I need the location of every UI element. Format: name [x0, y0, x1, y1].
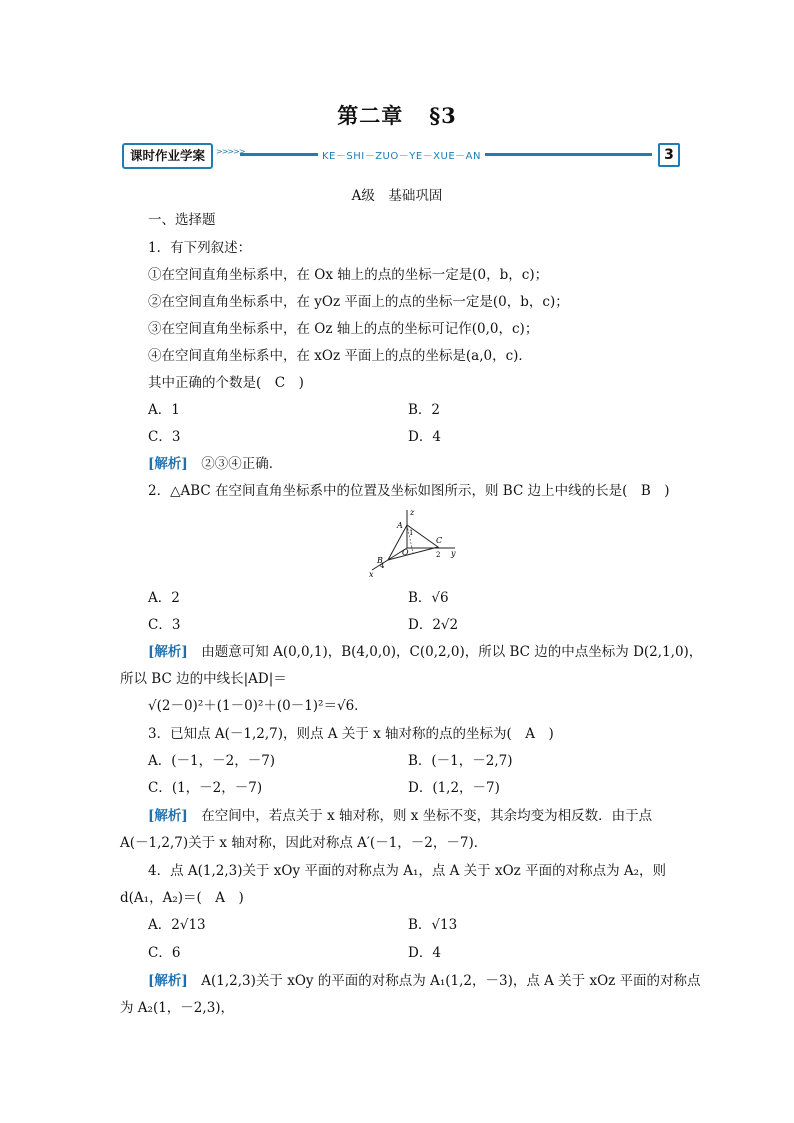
q4-option-d: D．4 — [408, 945, 441, 961]
banner-label: 课时作业学案 — [122, 143, 213, 169]
tick-2: 2 — [436, 551, 441, 559]
q1-option-b: B．2 — [408, 402, 441, 418]
q3-option-b: B．(－1，－2,7) — [408, 753, 513, 769]
chapter-title: 第二章 — [337, 103, 404, 128]
q3-analysis-text-1: 在空间中，若点关于 x 轴对称，则 x 坐标不变，其余均变为相反数．由于点 — [201, 808, 653, 824]
label-o: O — [402, 548, 409, 557]
label-x: x — [369, 570, 374, 578]
q1-analysis-tag: [解析] — [148, 456, 188, 472]
q4-stem-2: d(A₁，A₂)＝( A ) — [120, 890, 244, 906]
q2-analysis-text-1: 由题意可知 A(0,0,1)，B(4,0,0)，C(0,2,0)，所以 BC 边的中点坐标为 D(2,1,0)， — [201, 644, 703, 660]
q2-analysis-line-2: 所以 BC 边的中线长|AD|＝ — [120, 671, 287, 687]
q2-option-d: D．2√2 — [408, 617, 459, 633]
q3-analysis-tag: [解析] — [148, 808, 188, 824]
q2-option-a: A．2 — [148, 590, 180, 606]
q1-statement-3: ③在空间直角坐标系中，在 Oz 轴上的点的坐标可记作(0,0，c)； — [148, 321, 539, 337]
section-title: §3 — [429, 103, 457, 128]
q1-statement-4: ④在空间直角坐标系中，在 xOz 平面上的点的坐标是(a,0，c)． — [148, 348, 532, 364]
q2-option-b: B．√6 — [408, 590, 449, 606]
page-title — [0, 100, 794, 130]
q2-analysis-formula: √(2－0)²＋(1－0)²＋(0－1)²＝√6． — [148, 698, 368, 714]
q4-option-a: A．2√13 — [148, 917, 206, 933]
q1-option-c: C．3 — [148, 429, 181, 445]
q3-option-a: A．(－1，－2，－7) — [148, 753, 276, 769]
banner-arrows: >>>>> — [216, 147, 245, 156]
label-c: C — [436, 536, 443, 545]
q1-stem: 1．有下列叙述： — [148, 240, 252, 256]
q3-option-d: D．(1,2，－7) — [408, 780, 500, 796]
q4-option-b: B．√13 — [408, 917, 458, 933]
q4-analysis — [148, 971, 701, 991]
banner-pinyin: KE－SHI－ZUO－YE－XUE－AN — [318, 147, 485, 162]
label-a: A — [397, 521, 403, 530]
q4-stem-1: 4．点 A(1,2,3)关于 xOy 平面的对称点为 A₁，点 A 关于 xOz 平面的对称点为 A₂，则 — [148, 863, 667, 879]
q2-coordinate-figure — [360, 506, 460, 578]
tick-1: 1 — [409, 529, 414, 537]
homework-banner — [122, 142, 680, 168]
label-b: B — [377, 556, 383, 565]
q2-analysis — [148, 642, 702, 662]
q1-analysis-text: ②③④正确． — [201, 456, 283, 472]
q1-statement-1: ①在空间直角坐标系中，在 Ox 轴上的点的坐标一定是(0，b，c)； — [148, 267, 549, 283]
label-z: z — [410, 508, 415, 517]
part-heading: 一、选择题 — [148, 212, 216, 228]
tick-4: 4 — [380, 562, 385, 570]
q1-option-d: D．4 — [408, 429, 441, 445]
q1-analysis — [148, 454, 282, 474]
q1-statement-2: ②在空间直角坐标系中，在 yOz 平面上的点的坐标一定是(0，b，c)； — [148, 294, 569, 310]
q3-analysis — [148, 806, 652, 826]
q4-option-c: C．6 — [148, 945, 181, 961]
q3-stem: 3．已知点 A(－1,2,7)，则点 A 关于 x 轴对称的点的坐标为( A ) — [148, 726, 554, 742]
banner-number: 3 — [658, 143, 680, 167]
q4-analysis-line-2: 为 A₂(1，－2,3)， — [120, 1000, 235, 1016]
q1-option-a: A．1 — [148, 402, 180, 418]
q1-ask: 其中正确的个数是( C ) — [148, 375, 304, 391]
q4-analysis-text-1: A(1,2,3)关于 xOy 的平面的对称点为 A₁(1,2，－3)，点 A 关于 xOz 平面的对称点 — [201, 973, 701, 989]
q3-analysis-line-2: A(－1,2,7)关于 x 轴对称，因此对称点 A′(－1，－2，－7)． — [120, 835, 488, 851]
q2-stem: 2．△ABC 在空间直角坐标系中的位置及坐标如图所示，则 BC 边上中线的长是( B ) — [148, 483, 670, 499]
q4-analysis-tag: [解析] — [148, 973, 188, 989]
q3-option-c: C．(1，－2，－7) — [148, 780, 263, 796]
label-y: y — [451, 549, 456, 558]
level-heading: A级 基础巩固 — [351, 188, 443, 204]
q2-option-c: C．3 — [148, 617, 181, 633]
q2-analysis-tag: [解析] — [148, 644, 188, 660]
